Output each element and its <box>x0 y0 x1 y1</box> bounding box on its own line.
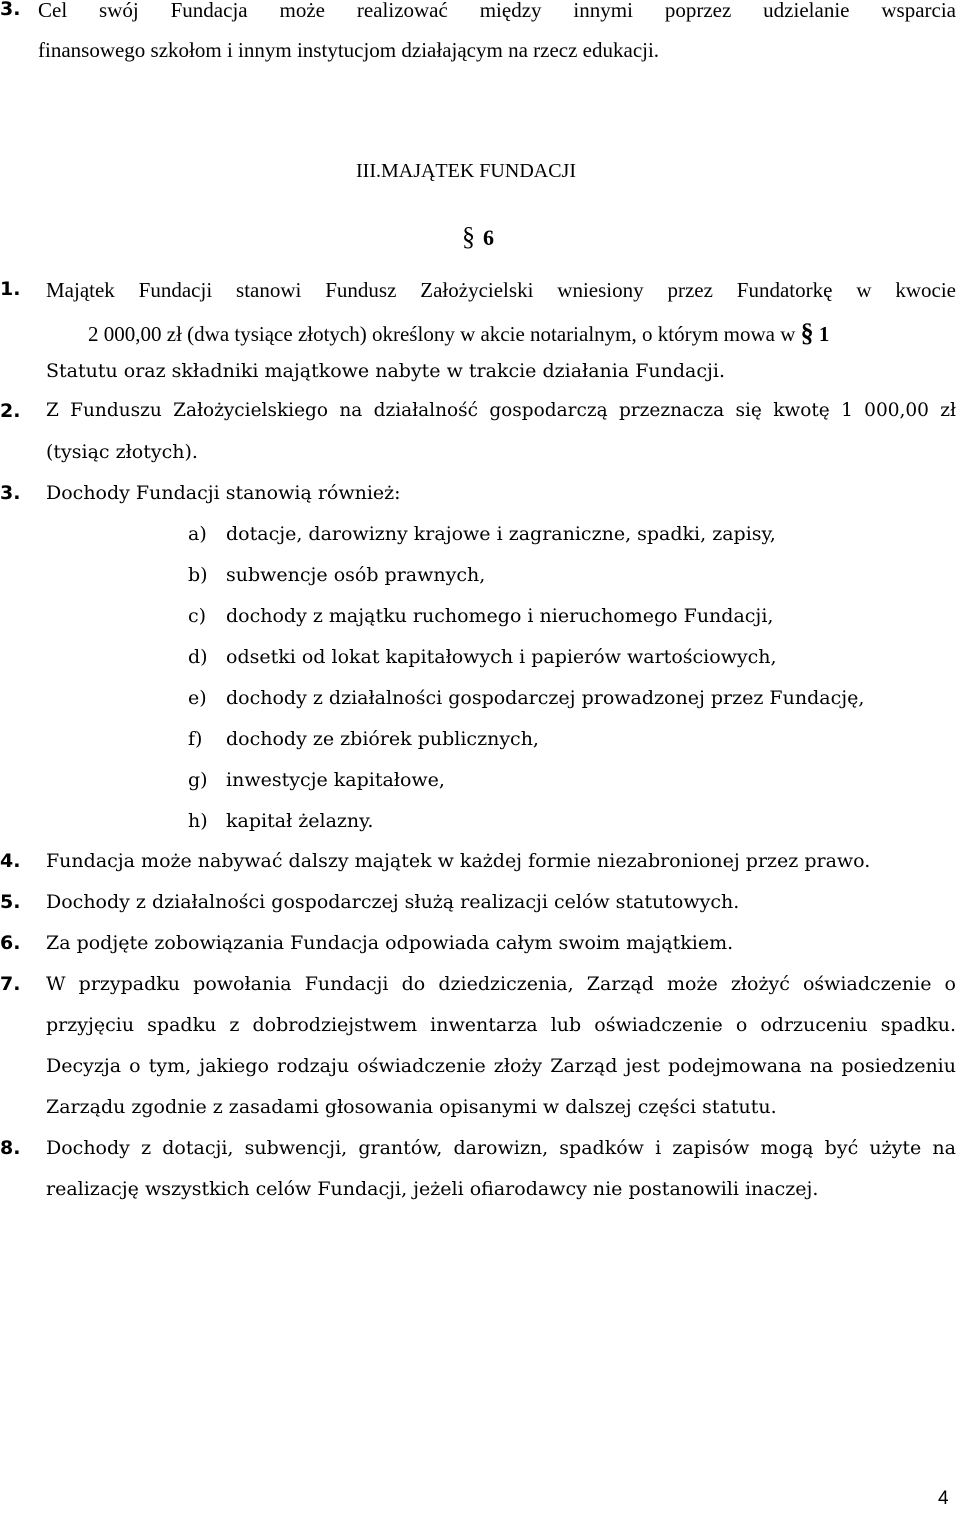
paragraph-line: przyjęciu spadku z dobrodziejstwem inwentarza lub oświadczenie o odrzuceniu spadku. <box>46 1014 956 1036</box>
item-number: 3. <box>0 0 21 20</box>
sub-item-letter: a) <box>188 523 207 545</box>
paragraph-text: 2 000,00 zł (dwa tysiące złotych) określony w akcie notarialnym, o którym mowa w <box>88 322 796 346</box>
sub-item-text: dotacje, darowizny krajowe i zagraniczne, spadki, zapisy, <box>226 523 776 545</box>
paragraph-line: Decyzja o tym, jakiego rodzaju oświadczenie złoży Zarząd jest podejmowana na posiedzeniu <box>46 1055 956 1077</box>
sub-list-item <box>188 523 776 545</box>
item-number: 6. <box>0 932 21 954</box>
chapter-heading: III.MAJĄTEK FUNDACJI <box>356 160 576 182</box>
section-number: 6 <box>483 225 494 250</box>
sub-item-letter: g) <box>188 769 208 791</box>
sub-item-letter: f) <box>188 728 203 750</box>
sub-item-text: inwestycje kapitałowe, <box>226 769 445 791</box>
paragraph-line: W przypadku powołania Fundacji do dziedziczenia, Zarząd może złożyć oświadczenie o <box>46 973 956 995</box>
sub-list-item <box>188 728 539 750</box>
item-number: 4. <box>0 850 21 872</box>
sub-item-letter: d) <box>188 646 208 668</box>
paragraph-line: realizację wszystkich celów Fundacji, jeżeli ofiarodawcy nie postanowili inaczej. <box>46 1178 819 1200</box>
paragraph-line: finansowego szkołom i innym instytucjom działającym na rzecz edukacji. <box>38 38 660 62</box>
sub-item-letter: b) <box>188 564 208 586</box>
sub-list-item <box>188 769 445 791</box>
paragraph-line: Dochody z dotacji, subwencji, grantów, darowizn, spadków i zapisów mogą być użyte na <box>46 1137 956 1159</box>
item-number: 5. <box>0 891 21 913</box>
item-number: 8. <box>0 1137 21 1159</box>
paragraph-line: Z Funduszu Założycielskiego na działalność gospodarczą przeznacza się kwotę 1 000,00 zł <box>46 400 956 421</box>
section-sign: § <box>800 318 814 347</box>
paragraph-line: (tysiąc złotych). <box>46 441 198 463</box>
paragraph-line: Cel swój Fundacja może realizować między innymi poprzez udzielanie wsparcia <box>38 0 956 22</box>
item-number: 2. <box>0 400 21 422</box>
item-number: 3. <box>0 482 21 504</box>
sub-list-item <box>188 646 777 668</box>
sub-list-item <box>188 564 485 586</box>
item-number: 7. <box>0 973 21 995</box>
sub-item-text: subwencje osób prawnych, <box>226 564 486 586</box>
sub-item-text: kapitał żelazny. <box>226 810 374 832</box>
paragraph-line: Fundacja może nabywać dalszy majątek w każdej formie niezabronionej przez prawo. <box>46 850 871 872</box>
sub-item-letter: c) <box>188 605 207 627</box>
section-heading <box>462 222 494 252</box>
sub-item-text: dochody z majątku ruchomego i nieruchomego Fundacji, <box>226 605 774 627</box>
paragraph-line: Zarządu zgodnie z zasadami głosowania opisanymi w dalszej części statutu. <box>46 1096 777 1118</box>
paragraph-line: Dochody Fundacji stanowią również: <box>46 482 401 504</box>
sub-list-item <box>188 687 864 709</box>
sub-item-letter: h) <box>188 810 208 832</box>
paragraph-line: Statutu oraz składniki majątkowe nabyte w trakcie działania Fundacji. <box>46 360 725 382</box>
sub-list-item <box>188 810 373 832</box>
section-sign: § <box>462 222 475 251</box>
sub-item-text: odsetki od lokat kapitałowych i papierów wartościowych, <box>226 646 777 668</box>
sub-item-letter: e) <box>188 687 207 709</box>
paragraph-line <box>88 318 829 348</box>
item-number: 1. <box>0 278 21 300</box>
paragraph-line: Dochody z działalności gospodarczej służą realizacji celów statutowych. <box>46 891 740 913</box>
paragraph-line: Za podjęte zobowiązania Fundacja odpowiada całym swoim majątkiem. <box>46 932 734 954</box>
sub-item-text: dochody ze zbiórek publicznych, <box>226 728 539 750</box>
sub-list-item <box>188 605 773 627</box>
section-ref-number: 1 <box>818 322 830 346</box>
paragraph-line: Majątek Fundacji stanowi Fundusz Założycielski wniesiony przez Fundatorkę w kwocie <box>46 278 956 302</box>
page-number: 4 <box>938 1488 949 1509</box>
sub-item-text: dochody z działalności gospodarczej prowadzonej przez Fundację, <box>226 687 865 709</box>
